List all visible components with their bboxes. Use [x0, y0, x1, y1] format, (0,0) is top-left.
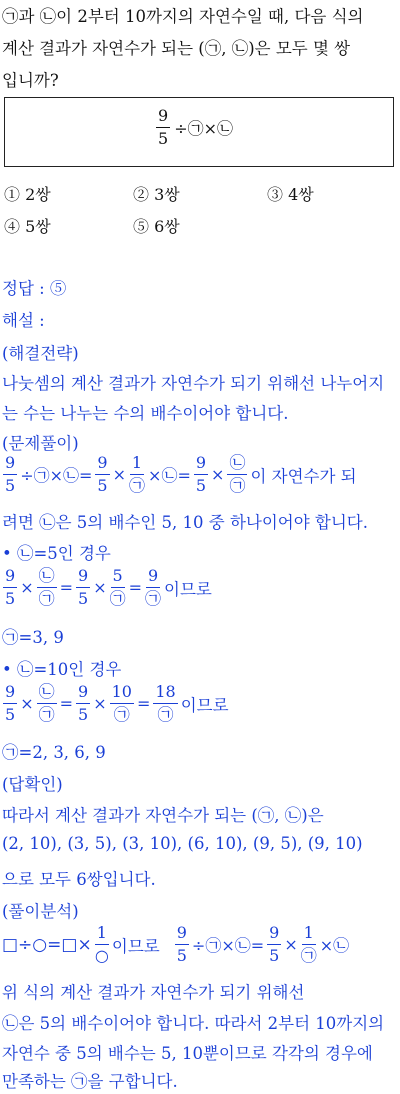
equation-tail-text: 이므로 — [180, 695, 229, 715]
numerator: 9 — [194, 455, 208, 475]
fraction — [3, 568, 17, 607]
numerator: 9 — [76, 568, 90, 588]
fraction — [153, 684, 177, 723]
analysis-line-3: 자연수 중 5의 배수는 5, 10뿐이므로 각각의 경우에 — [2, 1044, 373, 1063]
denominator: ○ — [94, 946, 109, 965]
denominator: 5 — [5, 476, 16, 495]
check-line-2: (2, 10), (3, 5), (3, 10), (6, 10), (9, 5), (9, 10) — [2, 834, 363, 853]
denominator: 5 — [97, 476, 108, 495]
numerator: 5 — [111, 568, 125, 588]
fraction — [301, 925, 317, 964]
answer-line: 정답 : ⑤ — [2, 279, 67, 298]
numerator: 18 — [153, 684, 177, 704]
choice-3[interactable] — [267, 182, 314, 205]
operator: × — [93, 578, 107, 597]
fraction — [175, 925, 189, 964]
strategy-line-2: 는 수는 나누는 수의 배수이어야 합니다. — [2, 404, 289, 423]
check-line-3: 으로 모두 6쌍입니다. — [2, 870, 156, 889]
operator: = — [136, 694, 151, 713]
choice-5-mark: ⑤ — [133, 217, 150, 236]
numerator: 9 — [76, 684, 90, 704]
denominator: 5 — [5, 589, 16, 608]
denominator: 5 — [176, 946, 187, 965]
fraction — [95, 455, 109, 494]
fraction — [110, 684, 134, 723]
choice-4-text: 5쌍 — [25, 217, 51, 236]
operator: × — [211, 465, 225, 484]
choice-3-text: 4쌍 — [288, 185, 314, 204]
operator: × — [20, 578, 34, 597]
fraction — [76, 684, 90, 723]
fraction-numerator: 9 — [156, 108, 170, 128]
denominator: 5 — [78, 589, 89, 608]
problem-heading: (문제풀이) — [2, 434, 79, 453]
numerator: 1 — [302, 925, 316, 945]
choice-2-text: 3쌍 — [154, 185, 180, 204]
numerator: 9 — [267, 925, 281, 945]
numerator: 9 — [3, 568, 17, 588]
operator: × — [93, 694, 107, 713]
analysis-line-2: ㉡은 5의 배수이어야 합니다. 따라서 2부터 10까지의 — [2, 1014, 385, 1033]
case-2-result: ㉠=2, 3, 6, 9 — [2, 743, 106, 762]
denominator: 5 — [78, 705, 89, 724]
denominator: 5 — [5, 705, 16, 724]
operator: × — [112, 465, 127, 484]
operator: ×㉡= — [148, 466, 191, 485]
fraction — [95, 925, 109, 964]
case-2-equation — [2, 684, 229, 723]
question-line-1: ㉠과 ㉡이 2부터 10까지의 자연수일 때, 다음 식의 — [2, 7, 364, 26]
denominator: ㉠ — [300, 946, 317, 965]
fraction — [37, 568, 57, 607]
operator: × — [20, 694, 34, 713]
fraction — [3, 684, 17, 723]
expression — [155, 108, 233, 147]
choice-2[interactable] — [133, 182, 180, 205]
commentary-label: 해설 : — [2, 311, 45, 330]
operator: □÷○=□× — [2, 934, 92, 955]
denominator: ㉠ — [38, 589, 55, 608]
denominator: ㉠ — [129, 476, 146, 495]
choice-2-mark: ② — [133, 185, 150, 204]
denominator: ㉠ — [229, 476, 246, 495]
case-1-label: • ㉡=5인 경우 — [2, 544, 111, 563]
equation-tail-text: 이 자연수가 되 — [250, 466, 357, 486]
check-heading: (답확인) — [2, 775, 63, 794]
operator: ÷㉠×㉡= — [20, 466, 93, 485]
check-line-1: 따라서 계산 결과가 자연수가 되는 (㉠, ㉡)은 — [2, 806, 324, 825]
numerator: 1 — [130, 455, 144, 475]
fraction — [3, 455, 17, 494]
analysis-line-4: 만족하는 ㉠을 구합니다. — [2, 1072, 178, 1091]
numerator: 10 — [110, 684, 134, 704]
expression-box — [4, 97, 394, 167]
operator: = — [59, 694, 74, 713]
choice-4-mark: ④ — [4, 217, 21, 236]
operator: × — [284, 935, 298, 954]
choice-4[interactable] — [4, 214, 51, 237]
choice-3-mark: ③ — [267, 185, 284, 204]
numerator: ㉡ — [37, 684, 57, 704]
fraction — [194, 455, 208, 494]
numerator: 9 — [146, 568, 160, 588]
question-line-2: 계산 결과가 자연수가 되는 (㉠, ㉡)은 모두 몇 쌍 — [2, 39, 351, 58]
fraction — [145, 568, 161, 607]
expression-fraction — [156, 108, 170, 147]
numerator: 9 — [175, 925, 189, 945]
operator: = — [128, 578, 143, 597]
denominator: ㉠ — [157, 705, 174, 724]
equation-mid-text: 이므로 — [111, 936, 160, 956]
denominator: 5 — [269, 946, 280, 965]
strategy-line-1: 나눗셈의 계산 결과가 자연수가 되기 위해선 나누어지 — [2, 374, 385, 393]
fraction — [227, 455, 247, 494]
denominator: ㉠ — [109, 589, 126, 608]
analysis-line-1: 위 식의 계산 결과가 자연수가 되기 위해선 — [2, 983, 305, 1002]
choice-1[interactable] — [4, 182, 51, 205]
case-2-label: • ㉡=10인 경우 — [2, 660, 122, 679]
fraction — [267, 925, 281, 964]
numerator: 9 — [95, 455, 109, 475]
fraction-denominator: 5 — [158, 129, 169, 148]
operator: = — [59, 578, 74, 597]
fraction — [37, 684, 57, 723]
analysis-heading: (풀이분석) — [2, 902, 79, 921]
expression-rest: ÷㉠×㉡ — [174, 119, 234, 138]
fraction — [76, 568, 90, 607]
denominator: ㉠ — [145, 589, 162, 608]
after-equation-line: 려면 ㉡은 5의 배수인 5, 10 중 하나이어야 합니다. — [2, 513, 368, 532]
analysis-equation — [2, 925, 349, 964]
choice-1-text: 2쌍 — [25, 185, 51, 204]
fraction — [110, 568, 126, 607]
case-1-equation — [2, 568, 212, 607]
choice-5[interactable] — [133, 214, 180, 237]
choice-1-mark: ① — [4, 185, 21, 204]
numerator: 9 — [3, 455, 17, 475]
choice-5-text: 6쌍 — [154, 217, 180, 236]
numerator: 9 — [3, 684, 17, 704]
denominator: ㉠ — [38, 705, 55, 724]
operator: ×㉡ — [319, 936, 350, 955]
numerator: 1 — [95, 925, 109, 945]
denominator: ㉠ — [113, 705, 130, 724]
strategy-heading: (해결전략) — [2, 344, 79, 363]
fraction — [129, 455, 145, 494]
numerator: ㉡ — [227, 455, 247, 475]
case-1-result: ㉠=3, 9 — [2, 628, 64, 647]
question-line-3: 입니까? — [2, 71, 59, 90]
denominator: 5 — [195, 476, 207, 495]
numerator: ㉡ — [37, 568, 57, 588]
operator: ÷㉠×㉡= — [191, 936, 265, 955]
equation-main — [2, 455, 357, 494]
equation-tail-text: 이므로 — [164, 579, 212, 599]
